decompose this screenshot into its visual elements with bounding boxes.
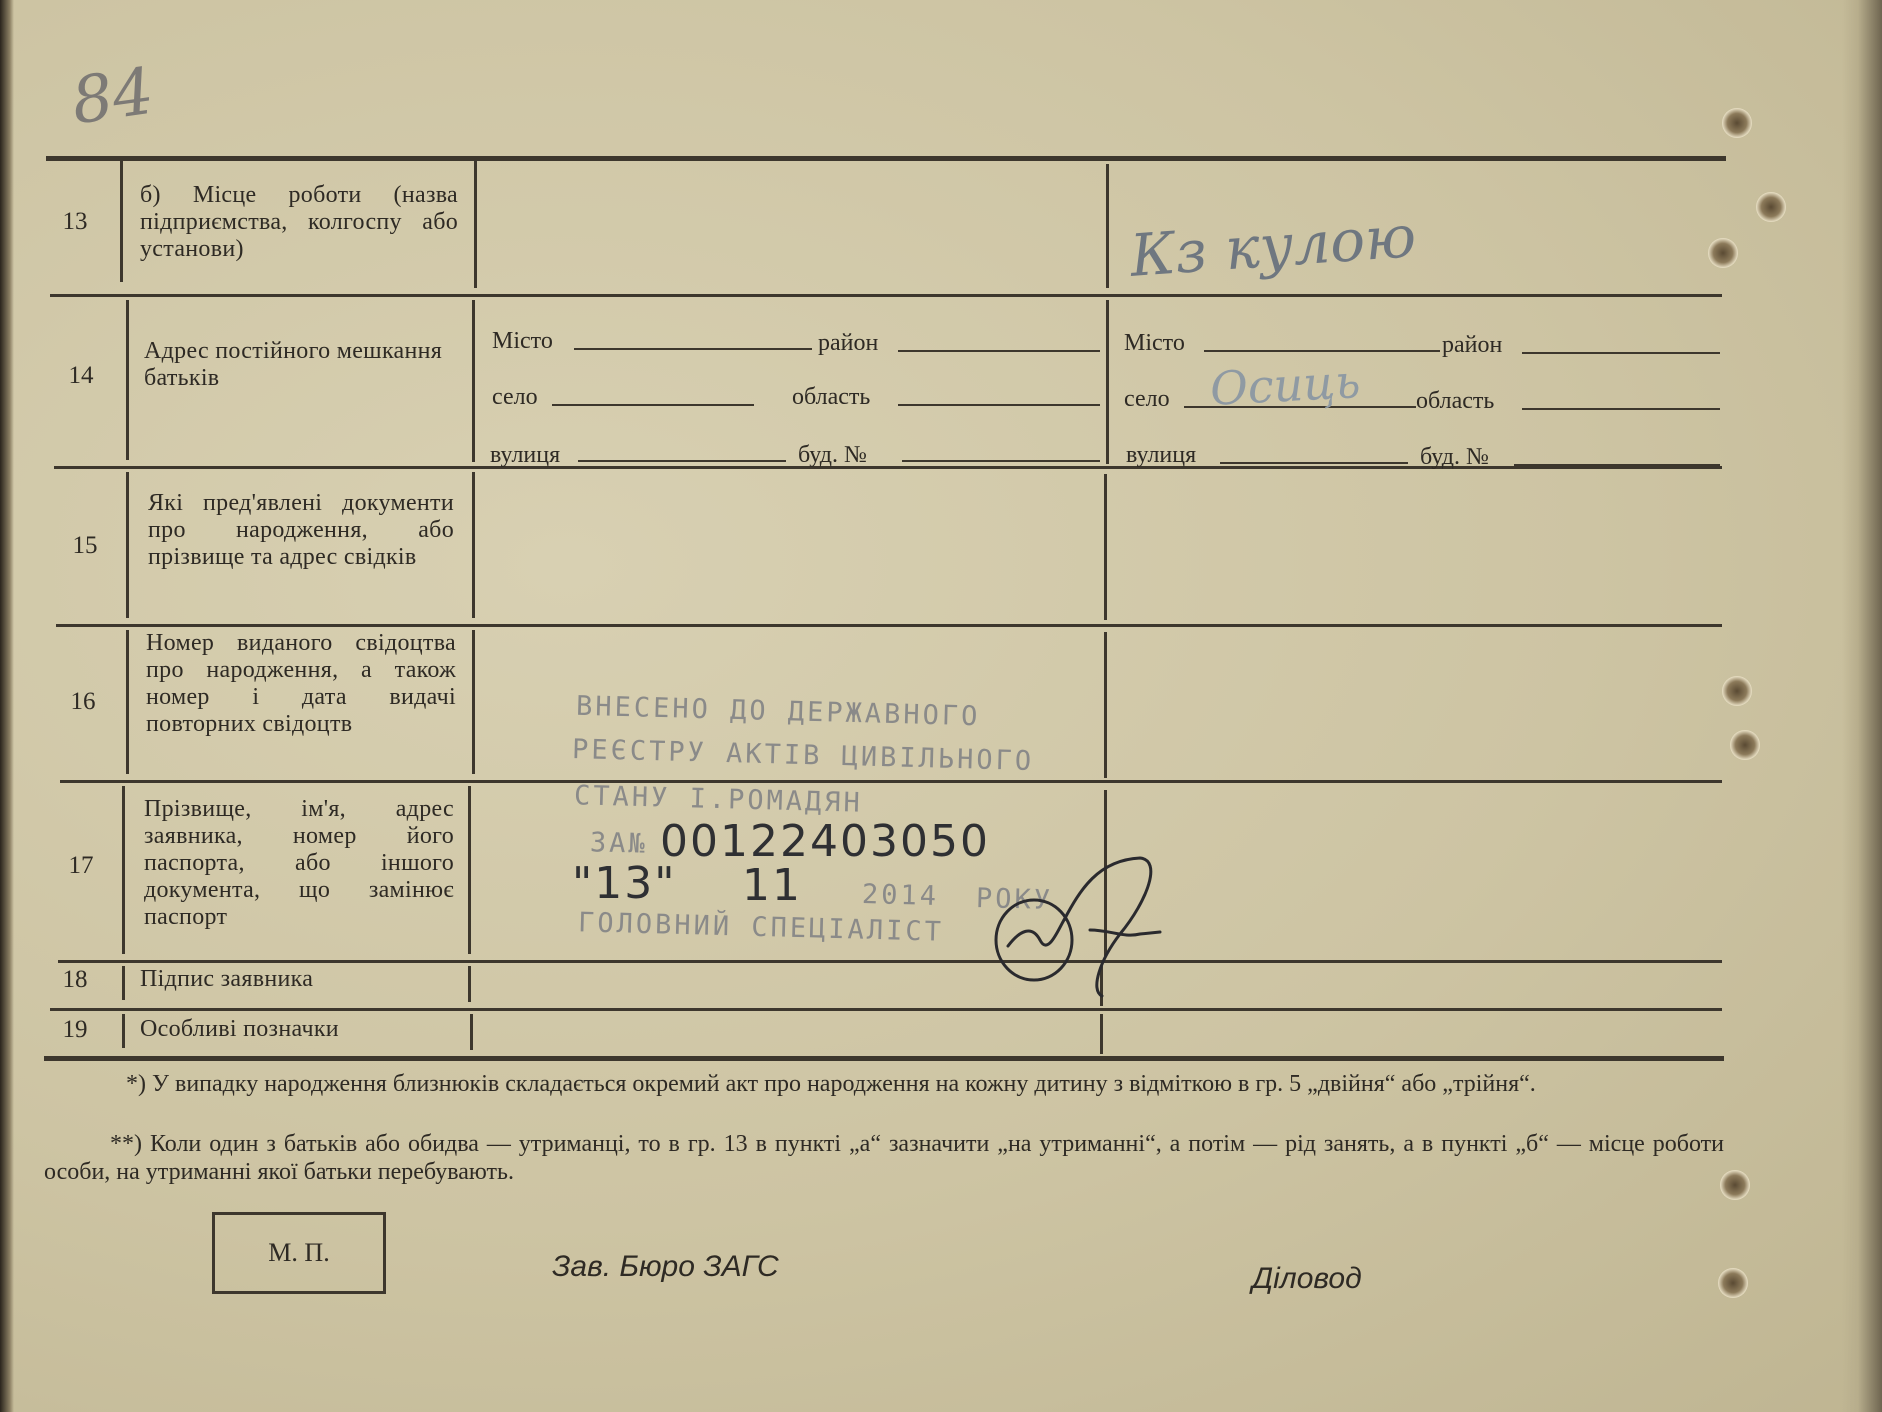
address-street-label: вулиця [1126, 442, 1197, 468]
stamp-position: ГОЛОВНИЙ СПЕЦІАЛІСТ [577, 907, 945, 948]
row-label-signature: Підпис заявника [140, 966, 314, 992]
head-of-registry-label: Зав. Бюро ЗАГС [552, 1250, 779, 1283]
stamp-line-3: СТАНУ І.РОМАДЯН [573, 780, 864, 819]
handwritten-village: Осиць [1208, 354, 1362, 416]
row-label-notes: Особливі позначки [140, 1016, 339, 1042]
seal-place-box [212, 1212, 386, 1294]
address-building-label: буд. № [798, 442, 867, 468]
handwritten-workplace: Кз кулою [1127, 202, 1419, 290]
clerk-label: Діловод [1252, 1262, 1362, 1295]
page-number: 84 [67, 54, 159, 140]
row-number: 18 [62, 966, 88, 993]
row-number: 15 [72, 532, 98, 559]
row-label-documents: Які пред'явлені документи про народження, або прізвище та адрес свідків [148, 490, 454, 570]
footnote-dependents: **) Коли один з батьків або обидва — утриманці, то в гр. 13 в пункті „а“ зазначити „на утриманні“, а потім — рід занять, а в пункті „б“ — місце роботи особи, на утриманні якої батьки перебувають. [44, 1131, 1724, 1185]
stamp-record-prefix: ЗА№ [589, 827, 649, 860]
address-region-label: область [792, 384, 871, 410]
row-number: 13 [62, 208, 88, 235]
address-district-label: район [818, 330, 879, 356]
stamp-line-2: РЕЄСТРУ АКТІВ ЦИВІЛЬНОГО [571, 733, 1035, 778]
address-street-label: вулиця [490, 442, 561, 468]
stamp-line-1: ВНЕСЕНО ДО ДЕРЖАВНОГО [575, 690, 981, 733]
footnote-twins: *) У випадку народження близнюків складається окремий акт про народження на кожну дитину з відміткою в гр. 5 „двійня“ або „трійня“. [126, 1071, 1536, 1097]
row-label-certificate: Номер виданого свідоцтва про народження, а також номер і дата видачі повторних свідоцтв [146, 630, 456, 737]
row-label-address: Адрес постійного мешкання батьків [144, 338, 443, 391]
stamp-record-number: 00122403050 [660, 816, 990, 867]
seal-place-label: М. П. [268, 1238, 330, 1267]
row-number: 19 [62, 1016, 88, 1043]
row-number: 16 [70, 688, 96, 715]
address-city-label: Місто [1124, 330, 1185, 356]
stamp-year: 2014 [861, 878, 940, 913]
address-city-label: Місто [492, 328, 553, 354]
row-number: 17 [68, 852, 94, 879]
address-village-label: село [492, 384, 538, 410]
address-village-label: село [1124, 386, 1170, 412]
stamp-year-suffix: РОКУ [975, 882, 1054, 917]
row-number: 14 [68, 362, 94, 389]
address-district-label: район [1442, 332, 1503, 358]
stamp-day: "13" [572, 858, 677, 909]
stamp-month: 11 [742, 860, 802, 911]
address-building-label: буд. № [1420, 444, 1489, 470]
address-region-label: область [1416, 388, 1495, 414]
row-label-applicant: Прізвище, ім'я, адрес заявника, номер його паспорта, або іншого документа, що замінює паспорт [144, 796, 454, 930]
row-label-workplace: б) Місце роботи (назва підприємства, колгоспу або установи) [140, 182, 458, 262]
